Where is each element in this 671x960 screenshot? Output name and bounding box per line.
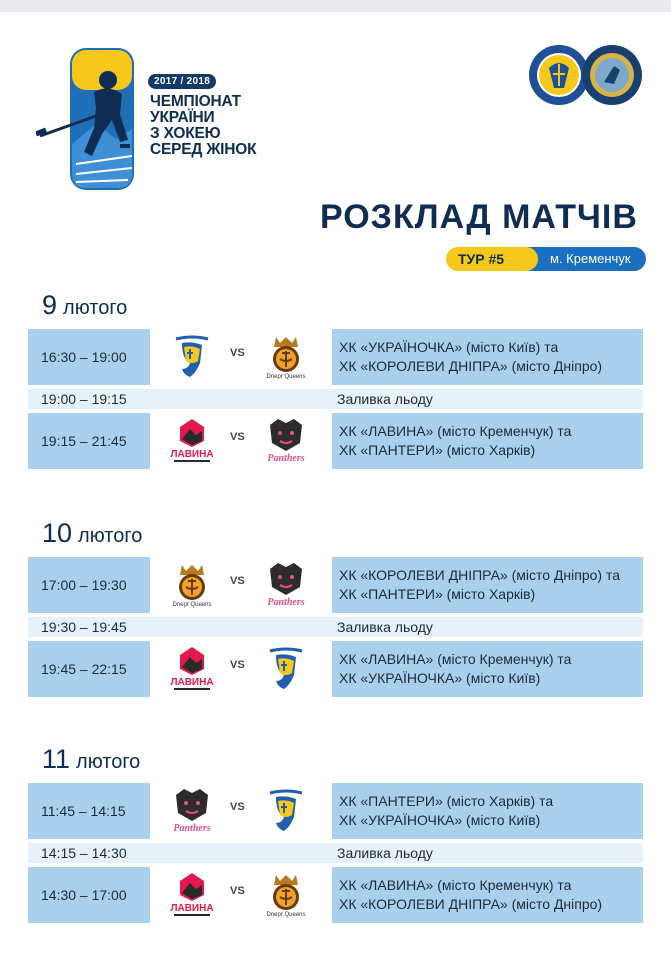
vs-label: VS xyxy=(230,801,245,813)
championship-title-line: ЧЕМПІОНАТ xyxy=(150,93,241,110)
match-teams-line: ХК «КОРОЛЕВИ ДНІПРА» (місто Дніпро) xyxy=(339,896,603,912)
svg-text:ЛАВИНА: ЛАВИНА xyxy=(170,449,214,460)
ice-time: 19:00 – 19:15 xyxy=(41,391,127,407)
date-day: 11 xyxy=(42,744,71,774)
team-logos xyxy=(150,783,332,839)
match-teams xyxy=(339,422,571,460)
ice-resurfacing-row xyxy=(28,389,643,409)
match-teams xyxy=(339,650,571,688)
ice-hockey-federation-seal-icon xyxy=(529,45,589,105)
match-row xyxy=(28,557,643,613)
match-time: 11:45 – 14:15 xyxy=(41,803,126,819)
match-teams-line: ХК «КОРОЛЕВИ ДНІПРА» (місто Дніпро) xyxy=(339,358,603,374)
match-teams-line: ХК «ПАНТЕРИ» (місто Харків) xyxy=(339,586,536,602)
ice-resurfacing-label: Заливка льоду xyxy=(337,845,433,861)
lavina-logo-icon xyxy=(168,871,216,919)
ukrainochka-logo-icon xyxy=(262,787,310,835)
panthers-logo-icon xyxy=(262,417,310,465)
ukrainochka-logo-icon xyxy=(262,645,310,693)
lavina-logo-icon xyxy=(168,417,216,465)
championship-title-line: З ХОКЕЮ xyxy=(150,125,221,142)
date-heading xyxy=(42,290,127,321)
match-teams xyxy=(339,338,602,376)
match-teams-line: ХК «ПАНТЕРИ» (місто Харків) xyxy=(339,442,536,458)
match-time: 16:30 – 19:00 xyxy=(41,349,127,365)
ice-resurfacing-row xyxy=(28,843,643,863)
ukrainochka-logo-icon xyxy=(168,333,216,381)
match-teams xyxy=(339,792,553,830)
vs-label: VS xyxy=(230,885,245,897)
vs-label: VS xyxy=(230,431,245,443)
match-time: 17:00 – 19:30 xyxy=(41,577,127,593)
ice-time: 19:30 – 19:45 xyxy=(41,619,127,635)
city-label xyxy=(528,247,646,271)
panthers-logo-icon xyxy=(262,561,310,609)
date-day: 10 xyxy=(42,518,73,548)
match-teams-line: ХК «ЛАВИНА» (місто Кременчук) та xyxy=(339,651,572,667)
team-logos xyxy=(150,329,332,385)
federation-seals xyxy=(528,44,643,106)
svg-text:ЛАВИНА: ЛАВИНА xyxy=(170,677,214,688)
federation-committee-seal-icon xyxy=(582,45,642,105)
top-strip xyxy=(0,0,671,12)
date-heading xyxy=(42,744,140,775)
svg-text:Panthers: Panthers xyxy=(173,823,211,834)
championship-title-line: УКРАЇНИ xyxy=(150,109,215,126)
match-teams xyxy=(339,876,602,914)
match-row xyxy=(28,329,643,385)
match-row xyxy=(28,413,643,469)
dnepr-queens-logo-icon xyxy=(262,333,310,381)
svg-text:Dnepr Queens: Dnepr Queens xyxy=(266,374,306,380)
championship-title xyxy=(150,94,280,158)
date-month: лютого xyxy=(63,297,128,319)
match-teams-line: ХК «ПАНТЕРИ» (місто Харків) та xyxy=(339,793,554,809)
championship-title-line: СЕРЕД ЖІНОК xyxy=(150,141,257,158)
match-row xyxy=(28,867,643,923)
ice-resurfacing-row xyxy=(28,617,643,637)
svg-text:ЛАВИНА: ЛАВИНА xyxy=(170,903,214,914)
match-teams-line: ХК «УКРАЇНОЧКА» (місто Київ) xyxy=(339,812,541,828)
date-heading xyxy=(42,518,142,549)
city-text: м. Кременчук xyxy=(550,251,631,266)
date-month: лютого xyxy=(78,525,143,547)
dnepr-queens-logo-icon xyxy=(262,871,310,919)
dnepr-queens-logo-icon xyxy=(168,561,216,609)
team-logos xyxy=(150,557,332,613)
match-teams-line: ХК «КОРОЛЕВИ ДНІПРА» (місто Дніпро) та xyxy=(339,567,620,583)
date-month: лютого xyxy=(76,751,141,773)
panthers-logo-icon xyxy=(168,787,216,835)
ice-time: 14:15 – 14:30 xyxy=(41,845,127,861)
season-badge: 2017 / 2018 xyxy=(148,74,216,89)
championship-logo xyxy=(36,44,276,194)
vs-label: VS xyxy=(230,575,245,587)
match-row xyxy=(28,783,643,839)
ice-resurfacing-label: Заливка льоду xyxy=(337,391,433,407)
ice-resurfacing-label: Заливка льоду xyxy=(337,619,433,635)
match-teams-line: ХК «УКРАЇНОЧКА» (місто Київ) та xyxy=(339,339,559,355)
svg-text:Dnepr Queens: Dnepr Queens xyxy=(172,602,212,608)
match-time: 19:45 – 22:15 xyxy=(41,661,127,677)
lavina-logo-icon xyxy=(168,645,216,693)
match-teams-line: ХК «УКРАЇНОЧКА» (місто Київ) xyxy=(339,670,541,686)
match-row xyxy=(28,641,643,697)
svg-text:Panthers: Panthers xyxy=(267,453,305,464)
match-time: 19:15 – 21:45 xyxy=(41,433,127,449)
team-logos xyxy=(150,641,332,697)
round-label: ТУР #5 xyxy=(446,247,538,271)
page-title: РОЗКЛАД МАТЧІВ xyxy=(320,198,638,236)
svg-text:Panthers: Panthers xyxy=(267,597,305,608)
svg-text:Dnepr Queens: Dnepr Queens xyxy=(266,912,306,918)
match-teams-line: ХК «ЛАВИНА» (місто Кременчук) та xyxy=(339,423,572,439)
hockey-player-icon xyxy=(36,44,146,194)
match-teams-line: ХК «ЛАВИНА» (місто Кременчук) та xyxy=(339,877,572,893)
team-logos xyxy=(150,413,332,469)
match-teams xyxy=(339,566,620,604)
date-day: 9 xyxy=(42,290,58,320)
vs-label: VS xyxy=(230,659,245,671)
match-time: 14:30 – 17:00 xyxy=(41,887,127,903)
vs-label: VS xyxy=(230,347,245,359)
team-logos xyxy=(150,867,332,923)
